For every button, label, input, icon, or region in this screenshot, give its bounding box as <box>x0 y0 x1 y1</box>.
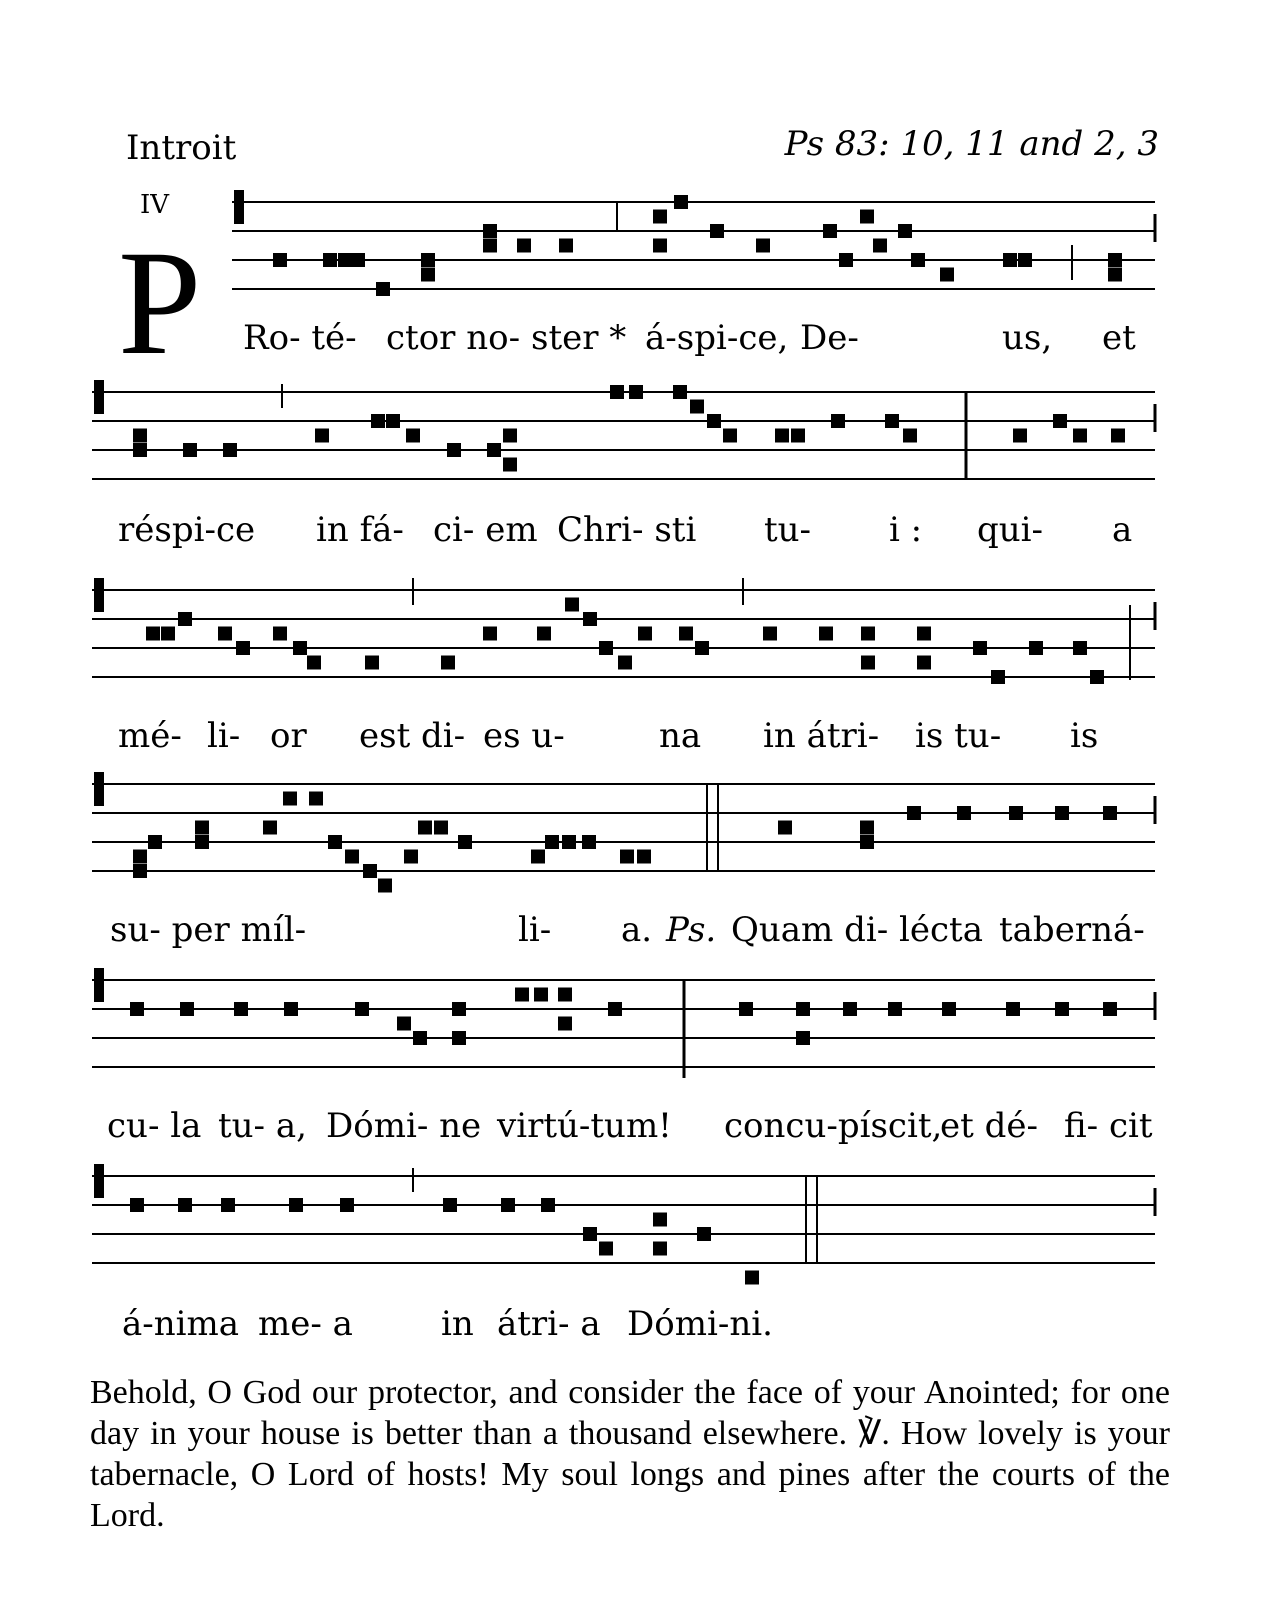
neume-note <box>406 429 420 443</box>
neume-note <box>1073 641 1087 655</box>
clef-mark <box>94 772 104 806</box>
clef-mark <box>94 380 104 414</box>
lyric-syllable: concu-píscit, <box>724 1106 943 1146</box>
neume-note <box>756 239 770 253</box>
neume-note <box>545 835 559 849</box>
neume-note <box>973 641 987 655</box>
lyric-syllable: ster * <box>531 318 627 358</box>
neume-note <box>843 1002 857 1016</box>
lyric-syllable: me- a <box>258 1304 353 1344</box>
lyric-syllable: et dé- <box>940 1106 1038 1146</box>
lyric-syllable: su- per míl- <box>110 910 307 950</box>
neume-note <box>861 627 875 641</box>
neume-note <box>1053 414 1067 428</box>
neume-note <box>917 627 931 641</box>
neume-note <box>1013 429 1027 443</box>
chant-genre-title: Introit <box>126 128 237 168</box>
neume-note <box>133 864 147 878</box>
neume-note <box>710 224 724 238</box>
neume-note <box>371 414 385 428</box>
neume-note <box>763 627 777 641</box>
neume-note <box>1108 253 1122 267</box>
neume-note <box>515 988 529 1002</box>
neume-note <box>447 443 461 457</box>
neume-note <box>653 1242 667 1256</box>
neume-note <box>434 821 448 835</box>
neume-note <box>517 239 531 253</box>
neume-note <box>957 806 971 820</box>
lyric-syllable: a <box>1112 510 1133 550</box>
neume-note <box>599 641 613 655</box>
clef-mark <box>94 1164 104 1198</box>
neume-note <box>911 253 925 267</box>
neume-note <box>796 1002 810 1016</box>
neume-note <box>441 656 455 670</box>
lyric-syllable: Chri- sti <box>557 510 697 550</box>
neume-note <box>1003 253 1017 267</box>
neume-note <box>861 656 875 670</box>
neume-note <box>236 641 250 655</box>
neume-note <box>562 835 576 849</box>
neume-note <box>1103 1002 1117 1016</box>
neume-note <box>778 821 792 835</box>
neume-note <box>284 1002 298 1016</box>
lyric-syllable: in átri- <box>763 716 880 756</box>
neume-note <box>363 864 377 878</box>
neume-note <box>130 1198 144 1212</box>
neume-note <box>148 835 162 849</box>
neume-note <box>234 1002 248 1016</box>
neume-note <box>745 1271 759 1285</box>
neume-note <box>133 850 147 864</box>
neume-note <box>421 268 435 282</box>
neume-note <box>338 253 352 267</box>
neume-note <box>558 1017 572 1031</box>
neume-note <box>345 850 359 864</box>
neume-note <box>1009 806 1023 820</box>
lyric-syllable: qui- <box>977 510 1044 550</box>
lyric-syllable: in <box>441 1304 474 1344</box>
lyric-syllable: us, <box>1002 318 1053 358</box>
lyric-syllable: á-nima <box>122 1304 240 1344</box>
lyric-syllable: átri- a <box>497 1304 601 1344</box>
neume-note <box>638 627 652 641</box>
neume-note <box>483 224 497 238</box>
neume-note <box>1018 253 1032 267</box>
neume-note <box>340 1198 354 1212</box>
lyric-syllable: is tu- <box>915 716 1002 756</box>
lyric-syllable: a. <box>621 910 653 950</box>
neume-note <box>690 400 704 414</box>
clef-mark <box>94 578 104 612</box>
lyric-syllable: tu- a, <box>218 1106 307 1146</box>
neume-note <box>723 429 737 443</box>
neume-note <box>695 641 709 655</box>
neume-note <box>223 443 237 457</box>
neume-note <box>888 1002 902 1016</box>
neume-note <box>178 612 192 626</box>
neume-note <box>263 821 277 835</box>
neume-note <box>1103 806 1117 820</box>
neume-note <box>739 1002 753 1016</box>
neume-note <box>178 1198 192 1212</box>
neume-note <box>309 792 323 806</box>
neume-note <box>355 1002 369 1016</box>
neume-note <box>618 656 632 670</box>
neume-note <box>637 850 651 864</box>
neume-note <box>791 429 805 443</box>
lyric-syllable: li- <box>518 910 552 950</box>
lyric-syllable: taberná- <box>999 910 1145 950</box>
neume-note <box>860 821 874 835</box>
neume-note <box>133 443 147 457</box>
neume-note <box>323 253 337 267</box>
neume-note <box>452 1031 466 1045</box>
english-translation: Behold, O God our protector, and consider the face of your Anointed; for one day in your house is better than a thousand elsewhere. ℣. How lovely is your tabernacle, O Lord of hosts! My soul longs and pines after the courts of the Lord. <box>90 1374 1170 1534</box>
lyric-syllable: i : <box>889 510 923 550</box>
neume-note <box>823 224 837 238</box>
neume-note <box>673 385 687 399</box>
neume-note <box>397 1017 411 1031</box>
neume-note <box>386 414 400 428</box>
lyric-syllable: ci- em <box>433 510 538 550</box>
neume-note <box>583 612 597 626</box>
clef-mark <box>234 190 244 224</box>
neume-note <box>146 627 160 641</box>
lyric-syllable: ctor no- <box>386 318 521 358</box>
neume-note <box>608 1002 622 1016</box>
neume-note <box>531 850 545 864</box>
neume-note <box>161 627 175 641</box>
neume-note <box>620 850 634 864</box>
neume-note <box>796 1031 810 1045</box>
neume-note <box>289 1198 303 1212</box>
neume-note <box>885 414 899 428</box>
neume-note <box>418 821 432 835</box>
neume-note <box>898 224 912 238</box>
psalm-reference: Ps 83: 10, 11 and 2, 3 <box>784 124 1159 164</box>
neume-note <box>903 429 917 443</box>
neume-note <box>1055 806 1069 820</box>
lyric-syllable: na <box>659 716 702 756</box>
neume-note <box>1055 1002 1069 1016</box>
neume-note <box>610 385 624 399</box>
lyric-syllable: es u- <box>483 716 565 756</box>
neume-note <box>404 850 418 864</box>
neume-note <box>653 210 667 224</box>
neume-note <box>559 239 573 253</box>
lyric-syllable: is <box>1070 716 1099 756</box>
neume-note <box>583 1227 597 1241</box>
neume-note <box>697 1227 711 1241</box>
psalm-marker: Ps. <box>666 910 717 950</box>
neume-note <box>130 1002 144 1016</box>
neume-note <box>860 835 874 849</box>
neume-note <box>503 458 517 472</box>
neume-note <box>629 385 643 399</box>
lyric-syllable: or <box>270 716 307 756</box>
neume-note <box>413 1031 427 1045</box>
neume-note <box>180 1002 194 1016</box>
neume-note <box>991 670 1005 684</box>
neume-note <box>483 627 497 641</box>
neume-note <box>674 195 688 209</box>
lyric-syllable: mé- <box>118 716 182 756</box>
lyric-syllable: réspi-ce <box>118 510 256 550</box>
lyric-syllable: li- <box>207 716 241 756</box>
neume-note <box>1108 268 1122 282</box>
neume-note <box>1029 641 1043 655</box>
lyric-syllable: á-spi-ce, <box>645 318 789 358</box>
neume-note <box>537 627 551 641</box>
neume-note <box>819 627 833 641</box>
neume-note <box>376 282 390 296</box>
lyric-syllable: Quam di- lécta <box>731 910 983 950</box>
neume-note <box>378 879 392 893</box>
neume-note <box>487 443 501 457</box>
clef-mark <box>94 968 104 1002</box>
neume-note <box>443 1198 457 1212</box>
neume-note <box>221 1198 235 1212</box>
neume-note <box>1111 429 1125 443</box>
initial-letter: P <box>118 220 202 386</box>
neume-note <box>365 656 379 670</box>
neume-note <box>273 253 287 267</box>
neume-note <box>653 1213 667 1227</box>
neume-note <box>458 835 472 849</box>
neume-note <box>503 429 517 443</box>
neume-note <box>917 656 931 670</box>
neume-note <box>679 627 693 641</box>
neume-note <box>1073 429 1087 443</box>
lyric-syllable: fi- cit <box>1064 1106 1153 1146</box>
neume-note <box>582 835 596 849</box>
lyric-syllable: De- <box>800 318 859 358</box>
neume-note <box>534 988 548 1002</box>
neume-note <box>421 253 435 267</box>
neume-note <box>195 821 209 835</box>
lyric-syllable: cu- la <box>107 1106 202 1146</box>
neume-note <box>653 239 667 253</box>
neume-note <box>351 253 365 267</box>
neume-note <box>599 1242 613 1256</box>
neume-note <box>831 414 845 428</box>
neume-note <box>293 641 307 655</box>
neume-note <box>558 988 572 1002</box>
neume-note <box>501 1198 515 1212</box>
neume-note <box>839 253 853 267</box>
neume-note <box>133 429 147 443</box>
lyric-syllable: virtú-tum! <box>497 1106 672 1146</box>
lyric-syllable: Dómi-ni. <box>627 1304 773 1344</box>
neume-note <box>873 239 887 253</box>
neume-note <box>218 627 232 641</box>
neume-note <box>940 268 954 282</box>
neume-note <box>195 835 209 849</box>
neume-note <box>483 239 497 253</box>
neume-note <box>775 429 789 443</box>
neume-note <box>307 656 321 670</box>
neume-note <box>907 806 921 820</box>
neume-note <box>273 627 287 641</box>
neume-note <box>283 792 297 806</box>
neume-note <box>860 210 874 224</box>
mode-label: IV <box>140 190 170 220</box>
lyric-syllable: in fá- <box>316 510 404 550</box>
neume-note <box>183 443 197 457</box>
neume-note <box>452 1002 466 1016</box>
lyric-syllable: est di- <box>359 716 466 756</box>
lyric-syllable: et <box>1102 318 1136 358</box>
neume-note <box>328 835 342 849</box>
neume-note <box>1006 1002 1020 1016</box>
lyric-syllable: Ro- té- <box>243 318 357 358</box>
neume-note <box>1090 670 1104 684</box>
neume-note <box>942 1002 956 1016</box>
neume-note <box>541 1198 555 1212</box>
neume-note <box>565 598 579 612</box>
lyric-syllable: Dómi- ne <box>326 1106 482 1146</box>
neume-note <box>707 414 721 428</box>
neume-note <box>315 429 329 443</box>
lyric-syllable: tu- <box>764 510 812 550</box>
